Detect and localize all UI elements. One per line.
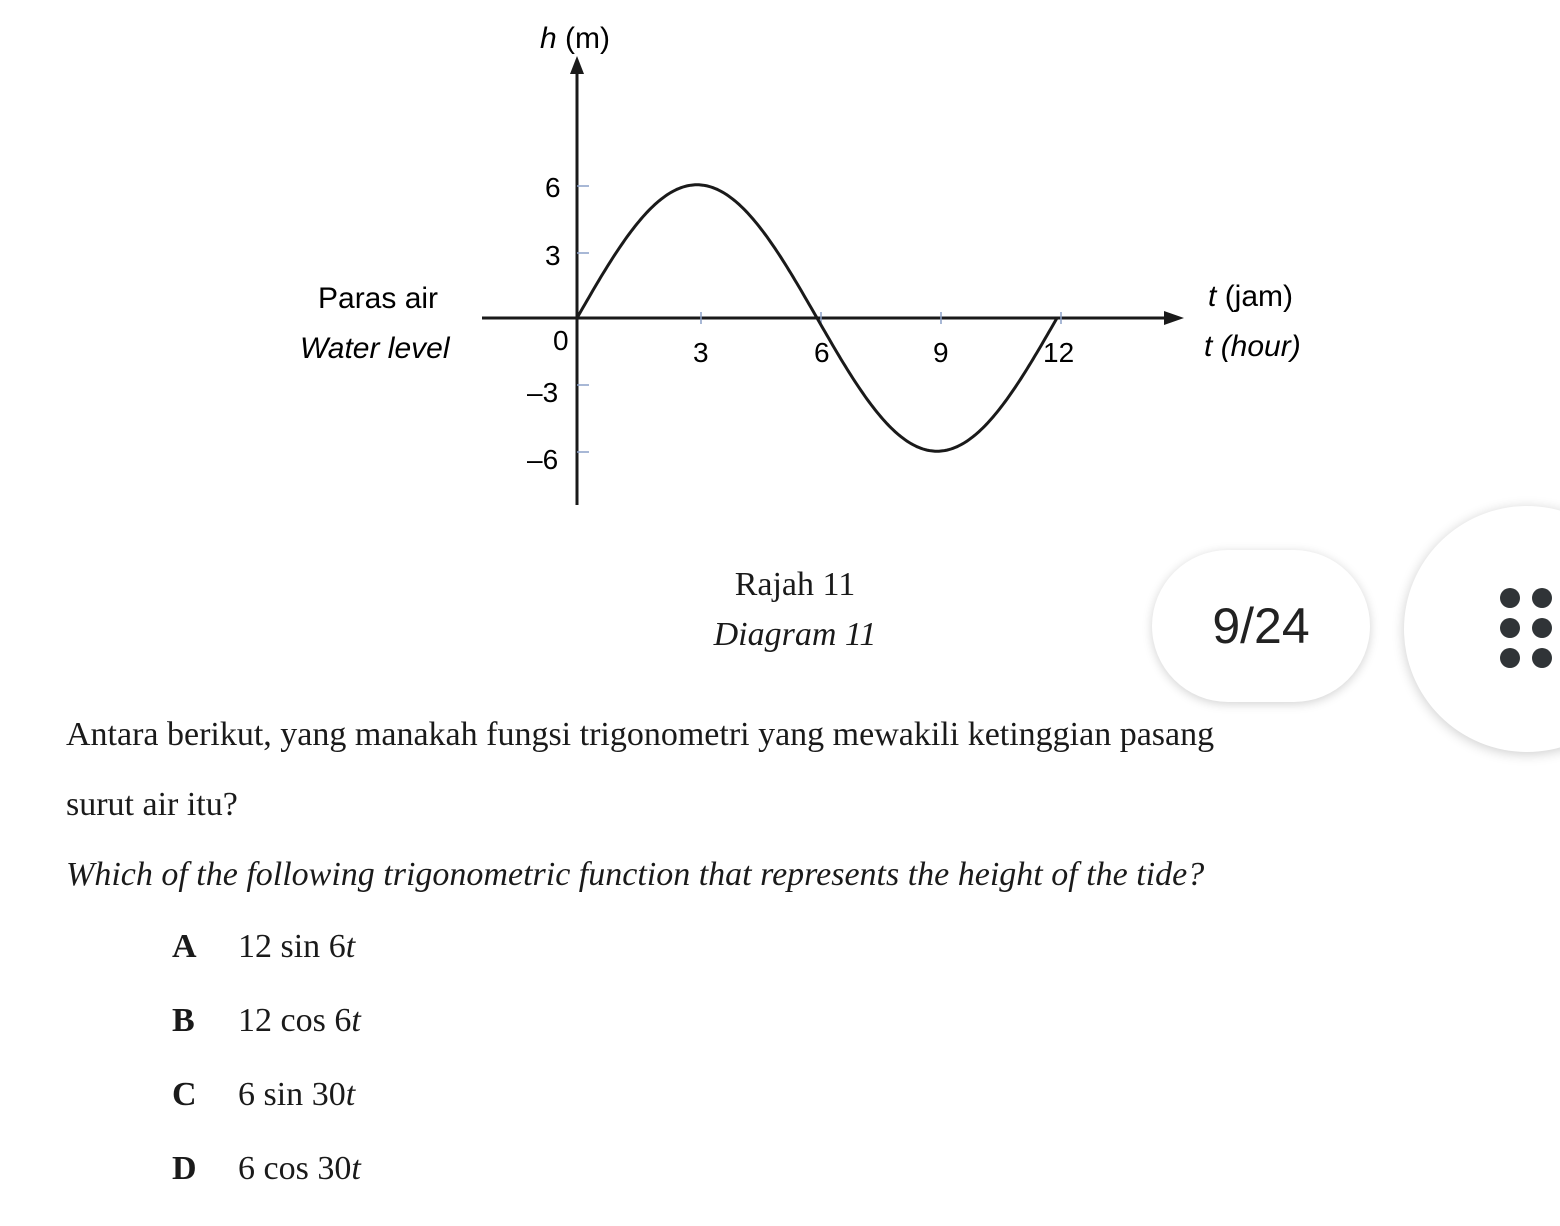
tide-graph (0, 0, 1560, 540)
option-b[interactable] (172, 1002, 361, 1040)
y-tick-label: –6 (527, 444, 559, 475)
x-axis-arrow (1164, 311, 1184, 325)
diagram-caption-en: Diagram 11 (713, 616, 877, 653)
option-expression: 6 sin 30t (238, 1076, 356, 1113)
y-tick-label: –3 (527, 377, 559, 408)
question-text-ms-cont: surut air itu? (66, 786, 238, 823)
x-tick-label: 6 (814, 337, 830, 368)
question-text-ms: Antara berikut, yang manakah fungsi trigonometri yang mewakili ketinggian pasang (66, 716, 1215, 753)
y-axis-label: h (m) (540, 22, 611, 55)
left-label-ms: Paras air (318, 282, 439, 315)
y-tick-label: 6 (545, 172, 561, 203)
x-axis-label-ms: t (jam) (1208, 280, 1294, 313)
origin-label: 0 (553, 325, 569, 356)
option-d[interactable] (172, 1150, 361, 1188)
option-letter: A (172, 928, 197, 965)
x-axis-label-en: t (hour) (1204, 330, 1301, 363)
option-c[interactable] (172, 1076, 355, 1114)
option-expression: 12 sin 6t (238, 928, 356, 965)
page-indicator[interactable]: 9/24 (1152, 550, 1370, 702)
left-label-en: Water level (300, 332, 450, 365)
option-letter: D (172, 1150, 197, 1187)
y-tick-label: 3 (545, 240, 561, 271)
x-tick-label: 9 (933, 337, 949, 368)
grid-dots-icon (1500, 588, 1560, 668)
question-text-en: Which of the following trigonometric function that represents the height of the tide? (66, 856, 1205, 893)
x-tick-label: 3 (693, 337, 709, 368)
option-letter: B (172, 1002, 195, 1039)
option-expression: 12 cos 6t (238, 1002, 361, 1039)
menu-button[interactable] (1404, 506, 1560, 752)
option-a[interactable] (172, 928, 355, 966)
option-expression: 6 cos 30t (238, 1150, 361, 1187)
x-tick-label: 12 (1043, 337, 1075, 368)
y-axis-arrow (570, 56, 584, 74)
diagram-caption-ms: Rajah 11 (734, 566, 856, 603)
option-letter: C (172, 1076, 197, 1113)
